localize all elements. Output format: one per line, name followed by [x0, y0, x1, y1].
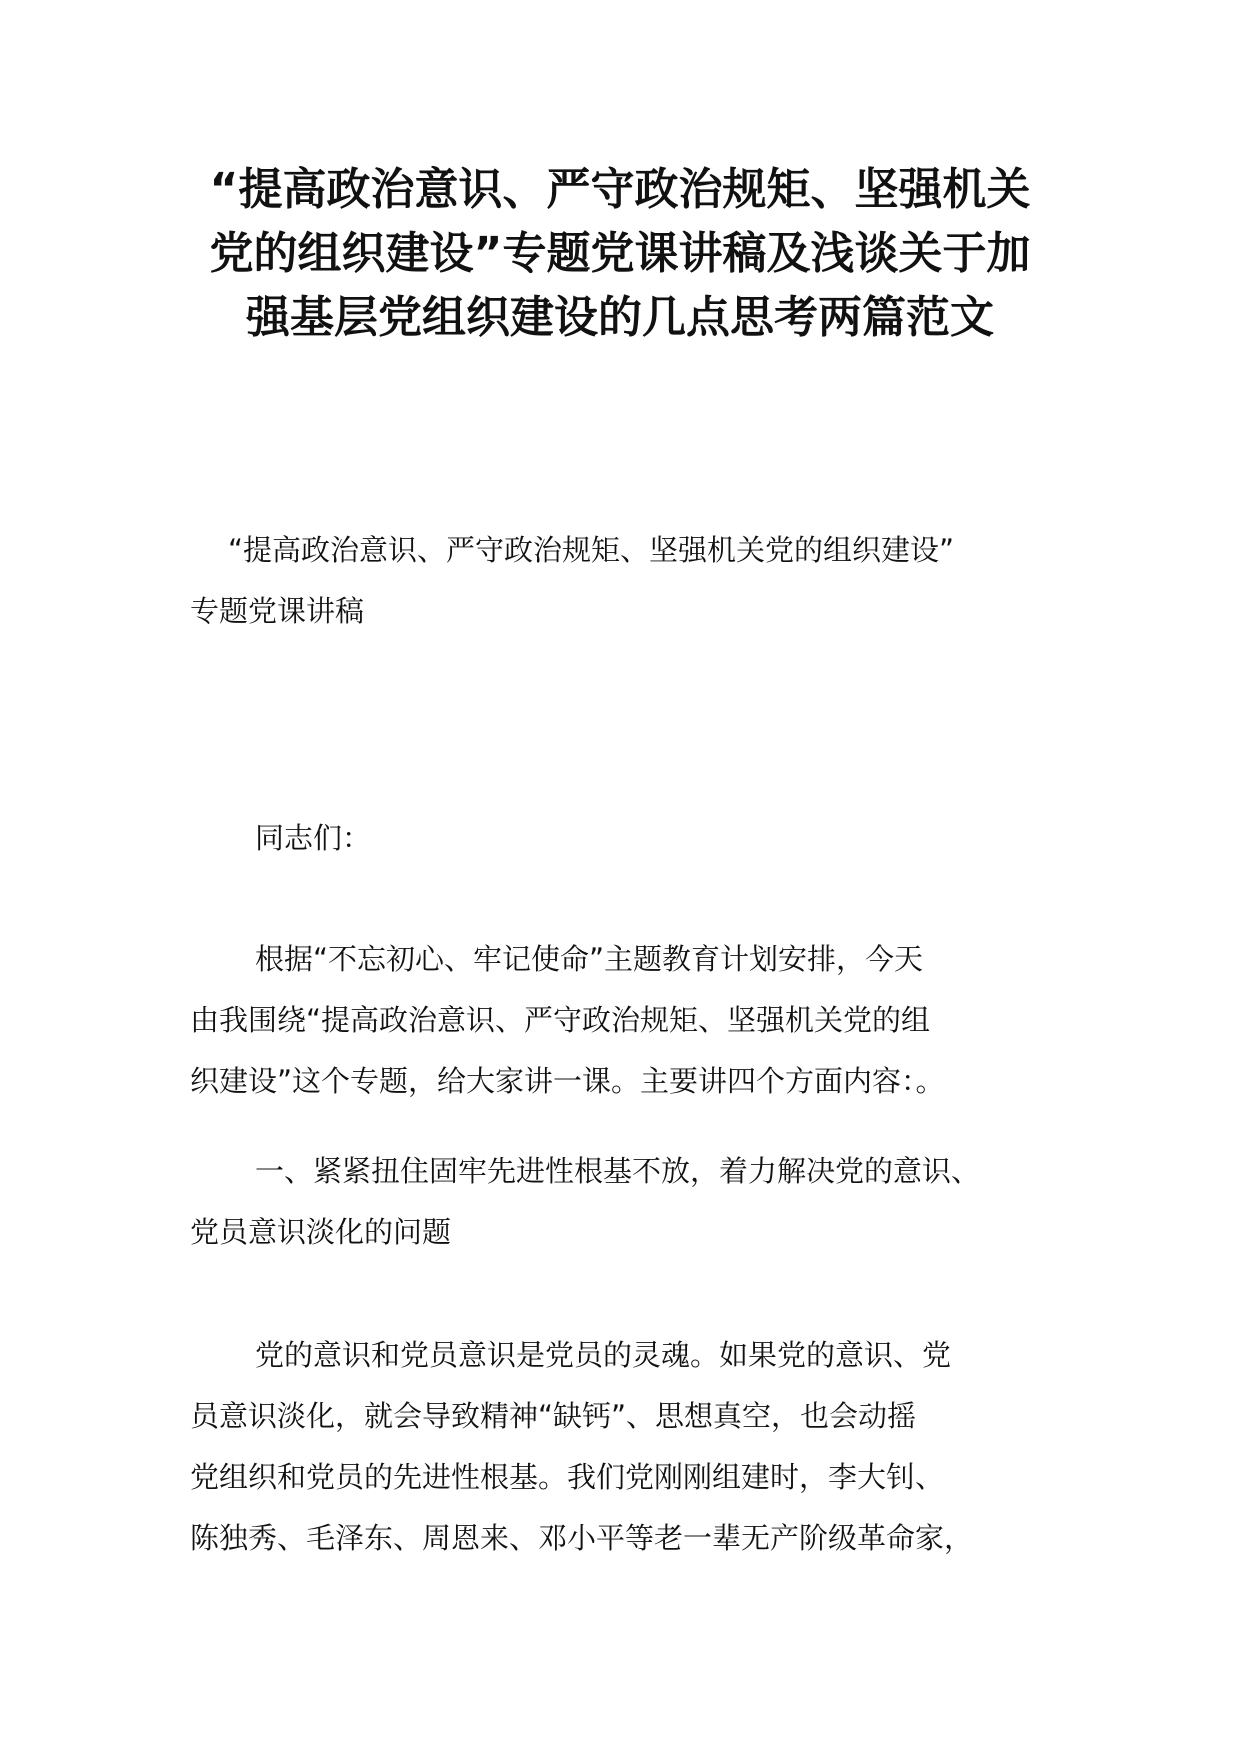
- title-line: 强基层党组织建设的几点思考两篇范文: [246, 292, 994, 343]
- paragraph-line: 员意识淡化，就会导致精神“缺钙”、思想真空，也会动摇: [190, 1399, 917, 1433]
- heading-line: 党员意识淡化的问题: [190, 1215, 452, 1249]
- paragraph-line: 根据“不忘初心、牢记使命”主题教育计划安排，今天: [255, 942, 924, 976]
- paragraph-line: 陈独秀、毛泽东、周恩来、邓小平等老一辈无产阶级革命家，: [190, 1521, 974, 1555]
- section-heading-1: [190, 1141, 1052, 1263]
- paragraph-line: 党的意识和党员意识是党员的灵魂。如果党的意识、党: [255, 1338, 952, 1372]
- paragraph-line: 由我围绕“提高政治意识、严守政治规矩、坚强机关党的组: [190, 1003, 931, 1037]
- subtitle-line: 专题党课讲稿: [190, 594, 365, 628]
- heading-line: 一、紧紧扭住固牢先进性根基不放，着力解决党的意识、: [255, 1154, 981, 1188]
- subtitle: [190, 520, 1052, 642]
- greeting-text: 同志们：: [255, 821, 372, 855]
- subtitle-line: “提高政治意识、严守政治规矩、坚强机关党的组织建设”: [228, 533, 955, 567]
- document-title: [180, 158, 1060, 350]
- title-line: 党的组织建设”专题党课讲稿及浅谈关于加: [209, 228, 1031, 279]
- title-line: “提高政治意识、严守政治规矩、坚强机关: [209, 164, 1031, 215]
- paragraph-body: [190, 1325, 1052, 1569]
- paragraph-line: 党组织和党员的先进性根基。我们党刚刚组建时，李大钊、: [190, 1460, 945, 1494]
- paragraph-line: 织建设”这个专题，给大家讲一课。主要讲四个方面内容：。: [190, 1064, 945, 1098]
- greeting: [190, 808, 1052, 869]
- paragraph-intro: [190, 929, 1052, 1112]
